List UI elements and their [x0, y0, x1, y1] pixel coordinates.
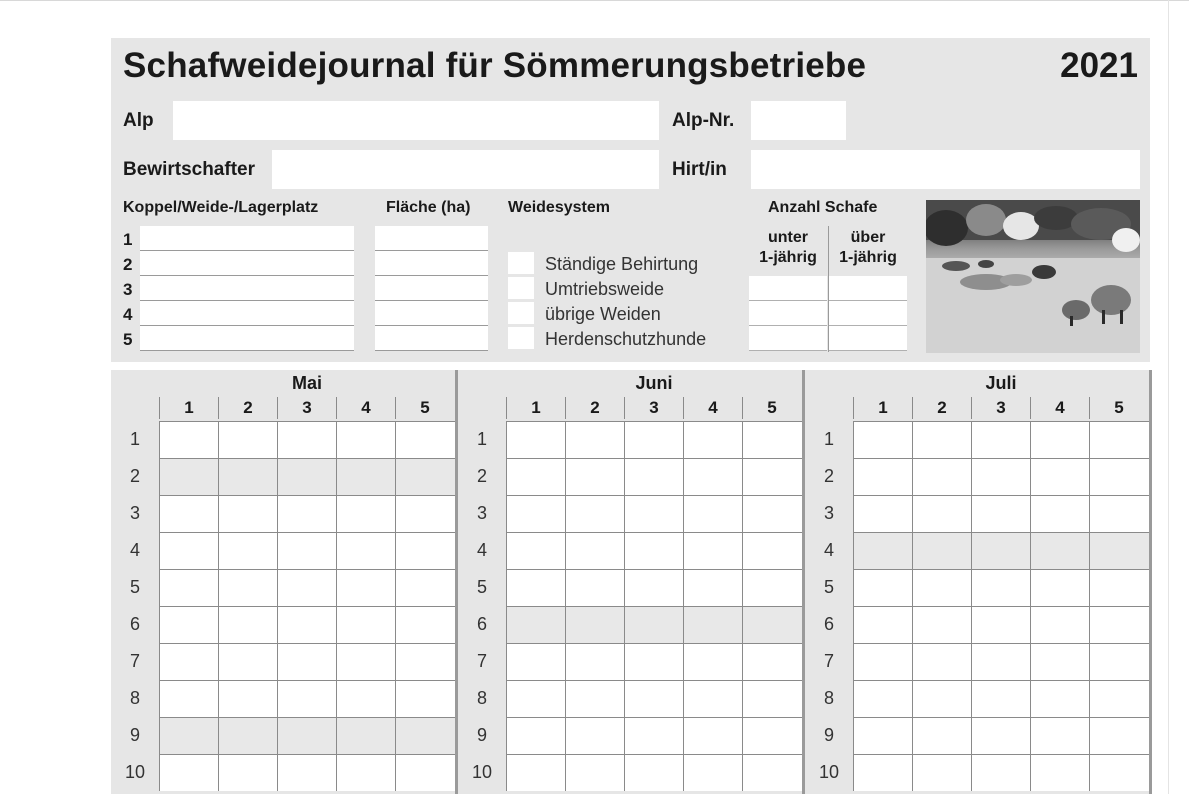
grid-cell[interactable] — [624, 754, 683, 791]
grid-cell[interactable] — [506, 532, 565, 569]
week-header: 5 — [1089, 397, 1148, 419]
grid-cell[interactable] — [395, 495, 455, 532]
koppel-field[interactable] — [140, 301, 354, 326]
grid-cell[interactable] — [565, 495, 624, 532]
grid-cell[interactable] — [1030, 495, 1089, 532]
koppel-field[interactable] — [140, 326, 354, 351]
week-header: 3 — [971, 397, 1030, 419]
day-row — [111, 458, 455, 495]
grid-cell[interactable] — [336, 680, 395, 717]
day-row — [458, 606, 802, 643]
grid-cell[interactable] — [624, 458, 683, 495]
grid-cell[interactable] — [853, 569, 912, 606]
grid-cell[interactable] — [1089, 458, 1149, 495]
grid-cell[interactable] — [912, 717, 971, 754]
grid-cell[interactable] — [1030, 680, 1089, 717]
grid-cell[interactable] — [506, 606, 565, 643]
grid-cell[interactable] — [565, 421, 624, 458]
grid-cell[interactable] — [912, 643, 971, 680]
day-number: 4 — [111, 532, 159, 569]
grid-cell[interactable] — [395, 643, 455, 680]
grid-cell[interactable] — [971, 680, 1030, 717]
grid-cell[interactable] — [1089, 680, 1149, 717]
grid-cell[interactable] — [277, 606, 336, 643]
day-number: 5 — [458, 569, 506, 606]
day-number: 2 — [111, 458, 159, 495]
grid-cell[interactable] — [218, 754, 277, 791]
day-row — [111, 569, 455, 606]
alp-nr-field[interactable] — [751, 101, 846, 140]
koppel-field[interactable] — [140, 251, 354, 276]
grid-cell[interactable] — [853, 495, 912, 532]
day-number: 3 — [111, 495, 159, 532]
grid-cell[interactable] — [277, 569, 336, 606]
day-number: 6 — [458, 606, 506, 643]
day-number: 4 — [458, 532, 506, 569]
page-title: Schafweidejournal für Sömmerungsbetriebe — [123, 46, 867, 85]
koppel-field[interactable] — [140, 226, 354, 251]
week-header: 4 — [336, 397, 395, 419]
week-header: 2 — [565, 397, 624, 419]
alp-nr-label: Alp-Nr. — [672, 110, 735, 131]
grid-cell[interactable] — [277, 717, 336, 754]
grid-cell[interactable] — [971, 495, 1030, 532]
weidesystem-option-label: übrige Weiden — [545, 304, 661, 324]
week-header: 1 — [506, 397, 565, 419]
koppel-number: 5 — [123, 330, 133, 349]
grid-cell[interactable] — [1030, 643, 1089, 680]
month-block — [805, 370, 1152, 794]
grid-cell[interactable] — [971, 643, 1030, 680]
flaeche-field[interactable] — [375, 226, 488, 251]
day-number: 6 — [805, 606, 853, 643]
week-header: 2 — [218, 397, 277, 419]
day-row — [805, 421, 1149, 458]
grid-cell[interactable] — [1089, 421, 1149, 458]
grid-cell[interactable] — [1089, 754, 1149, 791]
day-row — [458, 495, 802, 532]
day-number: 10 — [458, 754, 506, 791]
month-name: Mai — [291, 373, 322, 393]
count-field[interactable] — [829, 276, 907, 301]
day-number: 2 — [458, 458, 506, 495]
grid-cell[interactable] — [395, 680, 455, 717]
grid-cell[interactable] — [277, 495, 336, 532]
day-number: 7 — [111, 643, 159, 680]
day-row — [805, 643, 1149, 680]
flaeche-field[interactable] — [375, 301, 488, 326]
day-number: 7 — [458, 643, 506, 680]
week-header: 5 — [742, 397, 801, 419]
month-block — [111, 370, 458, 794]
sheep-photo — [926, 200, 1140, 353]
day-row — [111, 532, 455, 569]
grid-cell[interactable] — [159, 754, 218, 791]
day-row — [805, 754, 1149, 791]
day-row — [805, 458, 1149, 495]
grid-cell[interactable] — [1030, 754, 1089, 791]
day-number: 1 — [458, 421, 506, 458]
grid-cell[interactable] — [624, 495, 683, 532]
day-row — [805, 569, 1149, 606]
grid-cell[interactable] — [912, 680, 971, 717]
day-row — [111, 421, 455, 458]
grid-cell[interactable] — [565, 532, 624, 569]
day-row — [458, 458, 802, 495]
grid-cell[interactable] — [336, 458, 395, 495]
grid-cell[interactable] — [742, 421, 802, 458]
alp-label: Alp — [123, 110, 154, 131]
grid-cell[interactable] — [395, 458, 455, 495]
day-number: 9 — [458, 717, 506, 754]
day-row — [111, 754, 455, 791]
day-number: 10 — [805, 754, 853, 791]
koppel-number: 2 — [123, 255, 133, 274]
day-row — [458, 717, 802, 754]
grid-cell[interactable] — [971, 754, 1030, 791]
unter-label: unter — [768, 229, 808, 246]
day-number: 1 — [805, 421, 853, 458]
grid-cell[interactable] — [1089, 569, 1149, 606]
grid-cell[interactable] — [159, 717, 218, 754]
count-field[interactable] — [749, 301, 827, 326]
day-number: 8 — [111, 680, 159, 717]
ueber-1-jaehrig-header — [831, 228, 905, 268]
grid-cell[interactable] — [1089, 717, 1149, 754]
grid-cell[interactable] — [565, 717, 624, 754]
grid-cell[interactable] — [506, 569, 565, 606]
grid-cell[interactable] — [277, 680, 336, 717]
header-panel — [111, 38, 1150, 362]
grid-cell[interactable] — [506, 680, 565, 717]
grid-cell[interactable] — [506, 643, 565, 680]
grid-cell[interactable] — [971, 569, 1030, 606]
grid-cell[interactable] — [853, 458, 912, 495]
page-top-border — [0, 0, 1189, 1]
grid-cell[interactable] — [218, 643, 277, 680]
grid-cell[interactable] — [624, 717, 683, 754]
grid-cell[interactable] — [683, 754, 742, 791]
day-number: 5 — [805, 569, 853, 606]
day-number: 2 — [805, 458, 853, 495]
weidesystem-option-label: Herdenschutzhunde — [545, 329, 707, 349]
grid-cell[interactable] — [506, 458, 565, 495]
week-header: 1 — [159, 397, 218, 419]
grid-cell[interactable] — [277, 458, 336, 495]
day-row — [111, 495, 455, 532]
grid-cell[interactable] — [912, 495, 971, 532]
grid-cell[interactable] — [683, 569, 742, 606]
day-row — [805, 495, 1149, 532]
grid-cell[interactable] — [853, 754, 912, 791]
day-row — [805, 532, 1149, 569]
grid-cell[interactable] — [912, 569, 971, 606]
grid-cell[interactable] — [218, 680, 277, 717]
grid-cell[interactable] — [277, 532, 336, 569]
day-row — [458, 643, 802, 680]
grid-cell[interactable] — [624, 643, 683, 680]
day-number: 8 — [458, 680, 506, 717]
weidesystem-option-label: Ständige Behirtung — [545, 254, 699, 274]
day-number: 3 — [458, 495, 506, 532]
week-header: 1 — [853, 397, 912, 419]
koppel-number: 4 — [123, 305, 133, 324]
bewirtschafter-label: Bewirtschafter — [123, 159, 255, 180]
grid-cell[interactable] — [159, 421, 218, 458]
grid-cell[interactable] — [683, 717, 742, 754]
grid-cell[interactable] — [1089, 643, 1149, 680]
grid-cell[interactable] — [336, 717, 395, 754]
grid-cell[interactable] — [912, 532, 971, 569]
grid-cell[interactable] — [742, 458, 802, 495]
grid-cell[interactable] — [395, 717, 455, 754]
grid-cell[interactable] — [1030, 569, 1089, 606]
grid-cell[interactable] — [624, 532, 683, 569]
grid-cell[interactable] — [971, 606, 1030, 643]
grid-cell[interactable] — [277, 421, 336, 458]
grid-cell[interactable] — [971, 421, 1030, 458]
flaeche-field[interactable] — [375, 251, 488, 276]
grid-cell[interactable] — [624, 606, 683, 643]
grid-cell[interactable] — [912, 458, 971, 495]
grid-cell[interactable] — [336, 532, 395, 569]
grid-cell[interactable] — [336, 495, 395, 532]
page-right-border — [1168, 0, 1169, 794]
grid-cell[interactable] — [565, 606, 624, 643]
count-field[interactable] — [749, 276, 827, 301]
flaeche-field[interactable] — [375, 326, 488, 351]
grid-cell[interactable] — [912, 421, 971, 458]
grid-cell[interactable] — [742, 495, 802, 532]
month-name: Juli — [985, 373, 1017, 393]
day-number: 3 — [805, 495, 853, 532]
day-row — [458, 680, 802, 717]
grid-cell[interactable] — [971, 717, 1030, 754]
grid-cell[interactable] — [1030, 717, 1089, 754]
grid-cell[interactable] — [742, 717, 802, 754]
day-number: 1 — [111, 421, 159, 458]
grid-cell[interactable] — [336, 754, 395, 791]
count-field[interactable] — [829, 301, 907, 326]
grid-cell[interactable] — [742, 606, 802, 643]
unter-sub-label: 1-jährig — [759, 249, 817, 266]
grid-cell[interactable] — [683, 680, 742, 717]
grid-cell[interactable] — [624, 421, 683, 458]
grid-cell[interactable] — [912, 606, 971, 643]
week-header: 4 — [1030, 397, 1089, 419]
day-row — [458, 421, 802, 458]
week-header: 3 — [277, 397, 336, 419]
grid-cell[interactable] — [395, 421, 455, 458]
day-number: 4 — [805, 532, 853, 569]
checkbox-staendige-behirtung[interactable] — [508, 252, 534, 274]
grid-cell[interactable] — [565, 754, 624, 791]
count-field[interactable] — [749, 326, 827, 351]
grid-cell[interactable] — [1089, 532, 1149, 569]
grid-cell[interactable] — [1030, 458, 1089, 495]
checkbox-herdenschutzhunde[interactable] — [508, 327, 534, 349]
flaeche-label: Fläche (ha) — [386, 199, 471, 216]
grid-cell[interactable] — [395, 606, 455, 643]
grid-cell[interactable] — [1030, 421, 1089, 458]
grid-cell[interactable] — [506, 754, 565, 791]
weidesystem-label: Weidesystem — [508, 199, 610, 216]
day-number: 10 — [111, 754, 159, 791]
month-block — [458, 370, 805, 794]
grid-cell[interactable] — [336, 606, 395, 643]
grid-cell[interactable] — [1089, 495, 1149, 532]
grid-cell[interactable] — [683, 532, 742, 569]
weidesystem-option-label: Umtriebsweide — [545, 279, 665, 299]
grid-cell[interactable] — [624, 680, 683, 717]
grid-cell[interactable] — [506, 717, 565, 754]
grid-cell[interactable] — [683, 421, 742, 458]
day-row — [458, 569, 802, 606]
grid-cell[interactable] — [218, 495, 277, 532]
grid-cell[interactable] — [565, 569, 624, 606]
grid-cell[interactable] — [159, 643, 218, 680]
grid-cell[interactable] — [853, 680, 912, 717]
week-header: 5 — [395, 397, 454, 419]
grid-cell[interactable] — [742, 532, 802, 569]
day-number: 8 — [805, 680, 853, 717]
grid-cell[interactable] — [971, 458, 1030, 495]
checkbox-uebrige-weiden[interactable] — [508, 302, 534, 324]
grid-cell[interactable] — [395, 532, 455, 569]
grid-cell[interactable] — [506, 495, 565, 532]
unter-1-jaehrig-header — [751, 228, 825, 268]
week-header: 4 — [683, 397, 742, 419]
grid-cell[interactable] — [742, 680, 802, 717]
grid-cell[interactable] — [159, 606, 218, 643]
grid-cell[interactable] — [336, 643, 395, 680]
grid-cell[interactable] — [218, 569, 277, 606]
grid-cell[interactable] — [395, 754, 455, 791]
grid-cell[interactable] — [683, 495, 742, 532]
grid-cell[interactable] — [683, 458, 742, 495]
koppel-field[interactable] — [140, 276, 354, 301]
grid-cell[interactable] — [683, 643, 742, 680]
day-row — [458, 532, 802, 569]
day-number: 7 — [805, 643, 853, 680]
grid-cell[interactable] — [506, 421, 565, 458]
grid-cell[interactable] — [683, 606, 742, 643]
day-row — [111, 643, 455, 680]
grid-cell[interactable] — [336, 421, 395, 458]
year-label: 2021 — [1060, 46, 1138, 85]
grid-cell[interactable] — [853, 421, 912, 458]
grid-cell[interactable] — [218, 717, 277, 754]
day-row — [111, 606, 455, 643]
grid-cell[interactable] — [159, 532, 218, 569]
grid-cell[interactable] — [742, 754, 802, 791]
grid-cell[interactable] — [853, 643, 912, 680]
grid-cell[interactable] — [336, 569, 395, 606]
week-header: 3 — [624, 397, 683, 419]
day-number: 9 — [805, 717, 853, 754]
day-row — [458, 754, 802, 791]
grid-cell[interactable] — [565, 643, 624, 680]
grid-cell[interactable] — [277, 643, 336, 680]
grid-cell[interactable] — [218, 458, 277, 495]
koppel-number: 3 — [123, 280, 133, 299]
ueber-label: über — [850, 229, 886, 246]
checkbox-umtriebsweide[interactable] — [508, 277, 534, 299]
grid-cell[interactable] — [1030, 606, 1089, 643]
koppel-number: 1 — [123, 230, 133, 249]
day-row — [805, 606, 1149, 643]
grid-cell[interactable] — [742, 569, 802, 606]
day-number: 5 — [111, 569, 159, 606]
day-row — [805, 680, 1149, 717]
grid-cell[interactable] — [159, 569, 218, 606]
koppel-label: Koppel/Weide-/Lagerplatz — [123, 199, 319, 216]
grid-cell[interactable] — [277, 754, 336, 791]
grid-cell[interactable] — [159, 680, 218, 717]
flaeche-field[interactable] — [375, 276, 488, 301]
grid-cell[interactable] — [853, 717, 912, 754]
hirt-label: Hirt/in — [672, 159, 727, 180]
grid-cell[interactable] — [971, 532, 1030, 569]
hirt-field[interactable] — [751, 150, 1140, 189]
day-number: 9 — [111, 717, 159, 754]
grid-cell[interactable] — [1030, 532, 1089, 569]
bewirtschafter-field[interactable] — [272, 150, 659, 189]
grid-cell[interactable] — [159, 458, 218, 495]
grid-cell[interactable] — [218, 421, 277, 458]
week-header: 2 — [912, 397, 971, 419]
day-row — [111, 717, 455, 754]
grid-cell[interactable] — [565, 680, 624, 717]
grid-cell[interactable] — [218, 532, 277, 569]
grid-cell[interactable] — [912, 754, 971, 791]
grid-cell[interactable] — [565, 458, 624, 495]
count-field[interactable] — [829, 326, 907, 351]
anzahl-schafe-label: Anzahl Schafe — [768, 199, 878, 216]
month-name: Juni — [635, 373, 673, 393]
grid-cell[interactable] — [742, 643, 802, 680]
day-row — [111, 680, 455, 717]
grid-cell[interactable] — [624, 569, 683, 606]
grid-cell[interactable] — [218, 606, 277, 643]
grid-cell[interactable] — [159, 495, 218, 532]
day-row — [805, 717, 1149, 754]
grid-cell[interactable] — [395, 569, 455, 606]
sheep-photo-drawing — [926, 200, 1140, 353]
day-grid — [111, 370, 1150, 794]
ueber-sub-label: 1-jährig — [839, 249, 897, 266]
grid-cell[interactable] — [853, 606, 912, 643]
grid-cell[interactable] — [853, 532, 912, 569]
alp-field[interactable] — [173, 101, 659, 140]
day-number: 6 — [111, 606, 159, 643]
grid-cell[interactable] — [1089, 606, 1149, 643]
